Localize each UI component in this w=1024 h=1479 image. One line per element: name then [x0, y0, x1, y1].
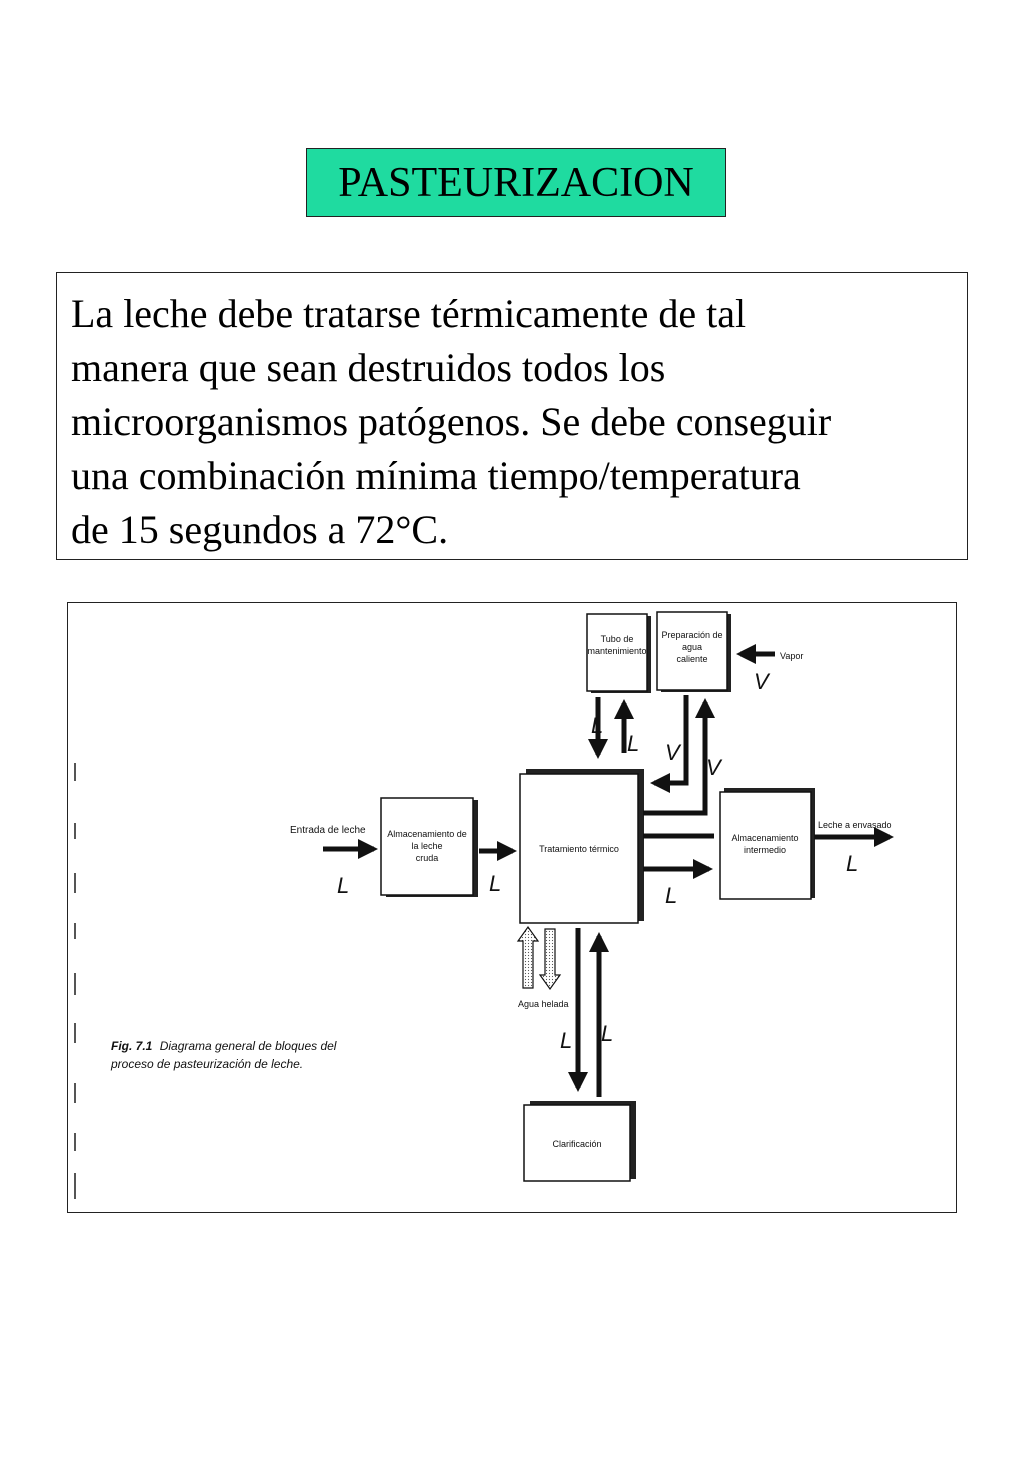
process-diagram-svg	[68, 603, 958, 1214]
label-salida: Leche a envasado	[818, 820, 892, 830]
caption-line: Diagrama general de bloques del	[159, 1039, 337, 1053]
page-title: PASTEURIZACION	[306, 148, 726, 217]
svg-text:Fig. 7.1 Diagrama gene	[111, 1039, 337, 1053]
block-label: Preparación de	[661, 630, 723, 640]
hand-mark-vapor: V	[706, 755, 721, 780]
block-almacenamiento-intermedio	[720, 788, 815, 899]
label-entrada: Entrada de leche	[290, 825, 366, 836]
process-diagram	[67, 602, 957, 1213]
block-tratamiento-termico	[520, 769, 644, 923]
hand-mark-vapor: V	[754, 669, 769, 694]
label-vapor: Vapor	[780, 651, 804, 661]
label-agua-helada: Agua helada	[518, 999, 569, 1009]
block-almacenamiento-cruda	[381, 798, 478, 897]
arrow-vapor-return	[654, 695, 686, 783]
hand-mark-leche: L	[846, 851, 859, 876]
block-label: cruda	[415, 853, 439, 863]
block-label: Tubo de	[600, 634, 634, 644]
hand-mark-leche: L	[665, 883, 678, 908]
arrow-agua-helada-in	[518, 927, 538, 988]
hand-mark-leche: L	[601, 1021, 614, 1046]
block-label: Clarificación	[552, 1139, 602, 1149]
block-label: Almacenamiento	[731, 833, 799, 843]
block-tubo-mantenimiento	[587, 614, 651, 693]
block-clarificacion	[524, 1101, 636, 1181]
block-label: caliente	[676, 654, 708, 664]
hand-mark-leche: L	[489, 871, 502, 896]
hand-mark-leche: L	[627, 731, 640, 756]
block-label: agua	[681, 642, 703, 652]
agua-helada-arrows	[518, 927, 560, 989]
block-label: Almacenamiento de	[387, 829, 467, 839]
hand-mark-leche: L	[337, 873, 350, 898]
hand-mark-leche: L	[560, 1028, 573, 1053]
arrow-agua-helada-out	[540, 929, 560, 989]
block-label: intermedio	[743, 845, 787, 855]
hand-mark-vapor: V	[665, 740, 680, 765]
description-line: una combinación mínima tiempo/temperatura	[71, 453, 801, 498]
caption-fig-number: Fig. 7.1	[111, 1039, 153, 1053]
hand-mark-leche: L	[591, 713, 604, 738]
description-line: microorganismos patógenos. Se debe conseguir	[71, 399, 832, 444]
description-box	[56, 272, 968, 560]
block-label: Tratamiento térmico	[539, 844, 619, 854]
block-preparacion-agua-caliente	[657, 612, 731, 692]
caption-line: proceso de pasteurización de leche.	[111, 1057, 304, 1071]
description-line: manera que sean destruidos todos los	[71, 345, 666, 390]
block-label: mantenimiento	[587, 646, 647, 656]
description-line: La leche debe tratarse térmicamente de tal	[71, 291, 747, 336]
figure-caption	[110, 1039, 337, 1071]
block-label: la leche	[411, 841, 443, 851]
description-line: de 15 segundos a 72°C.	[71, 507, 449, 552]
